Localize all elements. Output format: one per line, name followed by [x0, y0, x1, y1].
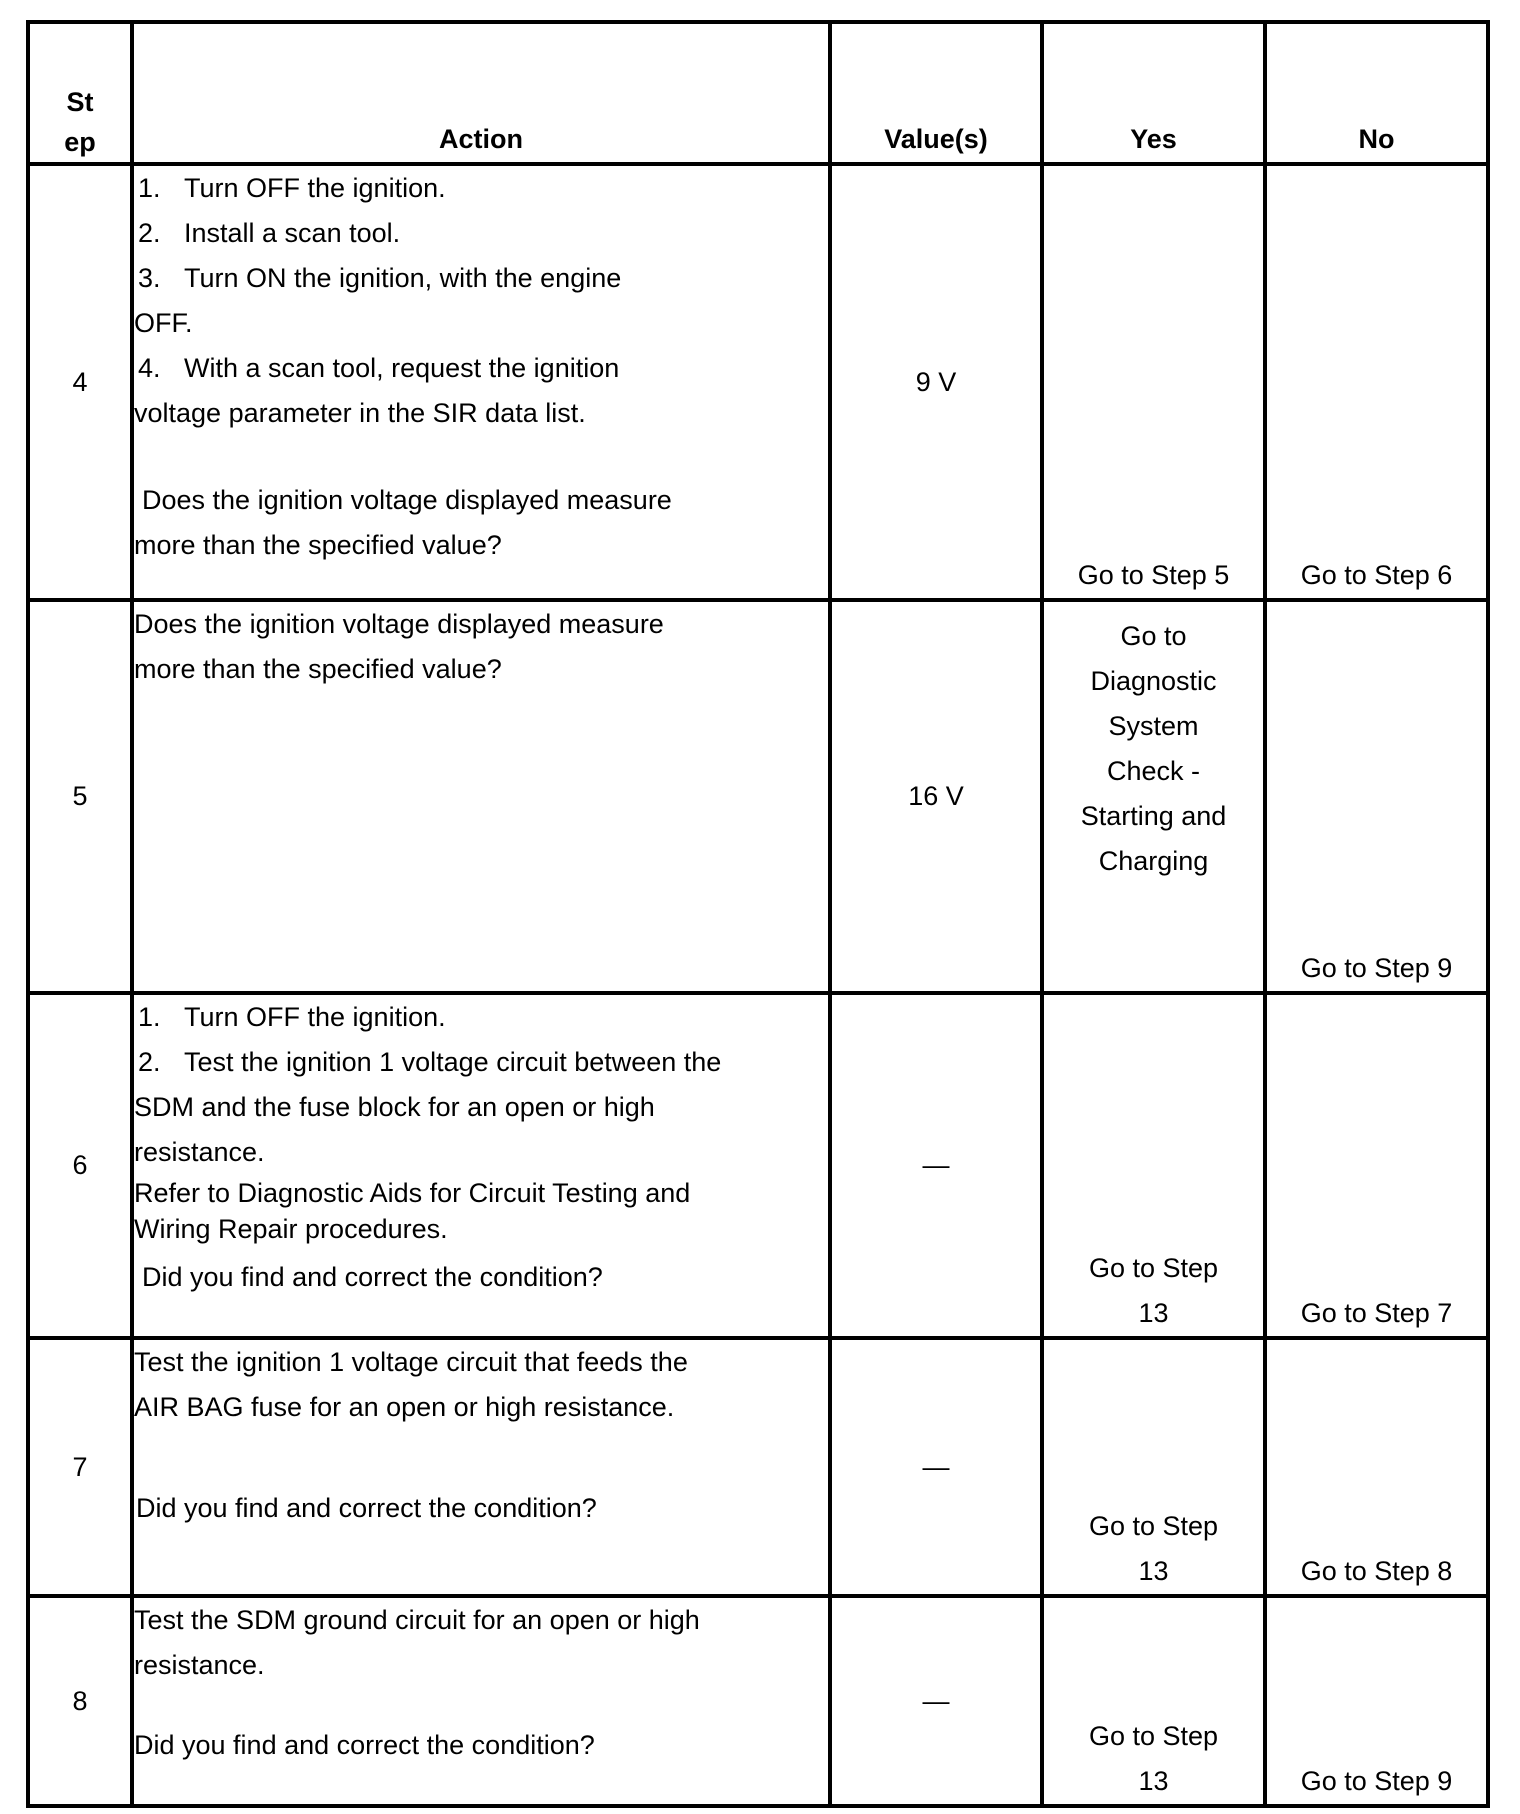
action-item: 2. Install a scan tool.	[138, 218, 401, 248]
action-question: Did you find and correct the condition?	[134, 1730, 595, 1760]
value-cell: 9 V	[830, 164, 1042, 600]
step-number: 5	[28, 600, 132, 993]
no-cell: Go to Step 6	[1265, 164, 1488, 600]
yes-cell: Go to Step 5	[1042, 164, 1265, 600]
yes-text: Go to Step 13	[1088, 1721, 1219, 1796]
action-item: 2. Test the ignition 1 voltage circuit between the SDM and the fuse block for an open or high resistance.	[134, 1047, 722, 1167]
action-question: Did you find and correct the condition?	[142, 1262, 603, 1292]
table-row	[28, 993, 1488, 1338]
yes-cell	[1042, 993, 1265, 1338]
yes-cell	[1042, 1338, 1265, 1596]
yes-cell	[1042, 600, 1265, 993]
no-cell: Go to Step 9	[1265, 1596, 1488, 1806]
action-item: 3. Turn ON the ignition, with the engine OFF.	[134, 263, 622, 338]
table-row	[28, 1338, 1488, 1596]
yes-text: Go to Step 13	[1088, 1511, 1219, 1586]
no-cell: Go to Step 8	[1265, 1338, 1488, 1596]
table-row	[28, 600, 1488, 993]
action-text: Test the SDM ground circuit for an open or high resistance.	[134, 1605, 700, 1680]
value-cell: —	[830, 1596, 1042, 1806]
header-row	[28, 22, 1488, 164]
header-yes: Yes	[1042, 22, 1265, 164]
diagnostic-table	[26, 20, 1490, 1808]
header-values: Value(s)	[830, 22, 1042, 164]
action-text: Test the ignition 1 voltage circuit that feeds the AIR BAG fuse for an open or high resistance.	[134, 1347, 688, 1422]
step-number: 8	[28, 1596, 132, 1806]
table-row	[28, 1596, 1488, 1806]
action-cell	[132, 1338, 830, 1596]
yes-text: Go to Diagnostic System Check - Starting and Charging	[1080, 621, 1227, 876]
action-cell	[132, 993, 830, 1338]
action-question: Did you find and correct the condition?	[136, 1493, 597, 1523]
action-item: 1. Turn OFF the ignition.	[138, 1002, 446, 1032]
header-no: No	[1265, 22, 1488, 164]
header-action: Action	[132, 22, 830, 164]
no-cell: Go to Step 9	[1265, 600, 1488, 993]
step-number: 4	[28, 164, 132, 600]
header-step-line2: ep	[64, 127, 96, 157]
action-note: Refer to Diagnostic Aids for Circuit Testing and Wiring Repair procedures.	[134, 1178, 691, 1244]
header-step	[28, 22, 132, 164]
action-question: Does the ignition voltage displayed measure more than the specified value?	[134, 609, 664, 684]
value-cell: 16 V	[830, 600, 1042, 993]
value-cell: —	[830, 1338, 1042, 1596]
step-number: 7	[28, 1338, 132, 1596]
action-cell	[132, 600, 830, 993]
header-step-line1: St	[66, 87, 94, 117]
yes-text: Go to Step 13	[1088, 1253, 1219, 1328]
action-cell	[132, 164, 830, 600]
action-item: 1. Turn OFF the ignition.	[138, 173, 446, 203]
no-cell: Go to Step 7	[1265, 993, 1488, 1338]
action-question: Does the ignition voltage displayed measure more than the specified value?	[134, 485, 672, 560]
value-cell: —	[830, 993, 1042, 1338]
yes-cell	[1042, 1596, 1265, 1806]
table-row	[28, 164, 1488, 600]
action-cell	[132, 1596, 830, 1806]
step-number: 6	[28, 993, 132, 1338]
action-item: 4. With a scan tool, request the ignition voltage parameter in the SIR data list.	[134, 353, 620, 428]
